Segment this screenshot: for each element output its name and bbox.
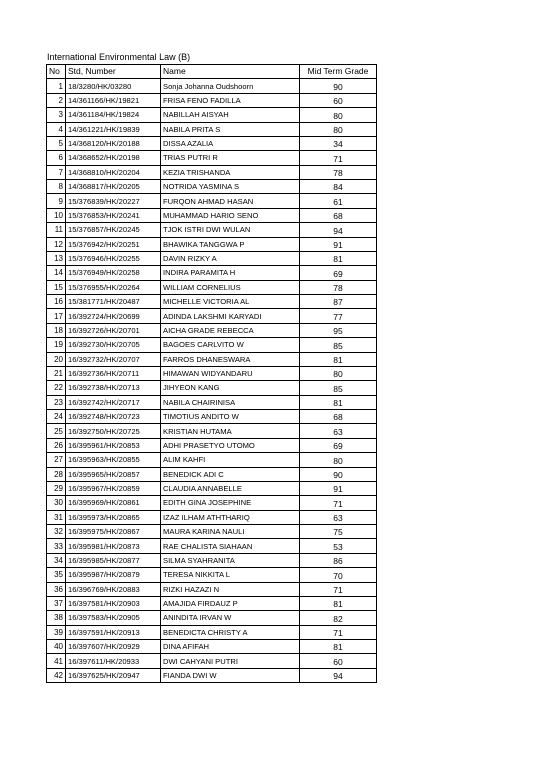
row-number: 4 [47,122,66,136]
table-row [47,266,377,280]
student-name: SILMA SYAHRANITA [161,553,300,567]
header-name: Name [161,65,300,79]
table-row [47,640,377,654]
row-number: 22 [47,381,66,395]
row-number: 11 [47,223,66,237]
row-number: 1 [47,79,66,93]
mid-term-grade: 91 [300,481,377,495]
row-number: 30 [47,496,66,510]
mid-term-grade: 77 [300,309,377,323]
mid-term-grade: 63 [300,424,377,438]
student-name: INDIRA PARAMITA H [161,266,300,280]
student-name: BHAWIKA TANGGWA P [161,237,300,251]
student-name: FIANDA DWI W [161,668,300,682]
student-number: 16/397591/HK/20913 [66,625,161,639]
row-number: 9 [47,194,66,208]
mid-term-grade: 78 [300,165,377,179]
student-number: 15/376946/HK/20255 [66,251,161,265]
student-number: 16/395967/HK/20859 [66,481,161,495]
student-number: 16/396769/HK/20883 [66,582,161,596]
table-row [47,79,377,93]
mid-term-grade: 60 [300,654,377,668]
table-row [47,582,377,596]
row-number: 26 [47,438,66,452]
row-number: 35 [47,568,66,582]
student-name: AICHA GRADE REBECCA [161,323,300,337]
table-row [47,539,377,553]
student-name: TRIAS PUTRI R [161,151,300,165]
student-number: 16/392730/HK/20705 [66,338,161,352]
table-row [47,654,377,668]
table-row [47,237,377,251]
mid-term-grade: 71 [300,582,377,596]
student-number: 16/397581/HK/20903 [66,596,161,610]
table-row [47,625,377,639]
student-number: 15/376857/HK/20245 [66,223,161,237]
table-row [47,151,377,165]
mid-term-grade: 87 [300,295,377,309]
student-number: 16/395973/HK/20865 [66,510,161,524]
student-number: 16/395965/HK/20857 [66,467,161,481]
student-number: 16/395981/HK/20873 [66,539,161,553]
table-row [47,108,377,122]
row-number: 37 [47,596,66,610]
row-number: 27 [47,453,66,467]
student-name: TJOK ISTRI DWI WULAN [161,223,300,237]
student-name: Sonja Johanna Oudshoorn [161,79,300,93]
table-row [47,596,377,610]
mid-term-grade: 91 [300,237,377,251]
row-number: 3 [47,108,66,122]
row-number: 19 [47,338,66,352]
table-row [47,180,377,194]
mid-term-grade: 90 [300,467,377,481]
row-number: 29 [47,481,66,495]
student-number: 16/392748/HK/20723 [66,410,161,424]
student-name: NOTRIDA YASMINA S [161,180,300,194]
table-row [47,668,377,682]
student-name: ADINDA LAKSHMI KARYADI [161,309,300,323]
student-number: 16/392750/HK/20725 [66,424,161,438]
row-number: 28 [47,467,66,481]
table-row [47,553,377,567]
table-row [47,525,377,539]
row-number: 14 [47,266,66,280]
student-name: RIZKI HAZAZI N [161,582,300,596]
row-number: 13 [47,251,66,265]
mid-term-grade: 71 [300,496,377,510]
mid-term-grade: 63 [300,510,377,524]
student-name: MAURA KARINA NAULI [161,525,300,539]
row-number: 5 [47,136,66,150]
row-number: 39 [47,625,66,639]
student-name: BENEDICK ADI C [161,467,300,481]
mid-term-grade: 84 [300,180,377,194]
table-row [47,352,377,366]
row-number: 42 [47,668,66,682]
mid-term-grade: 81 [300,596,377,610]
row-number: 31 [47,510,66,524]
table-row [47,194,377,208]
mid-term-grade: 81 [300,395,377,409]
table-body [47,79,377,683]
row-number: 10 [47,208,66,222]
grade-table [46,64,377,683]
student-name: NABILLAH AISYAH [161,108,300,122]
mid-term-grade: 90 [300,79,377,93]
mid-term-grade: 81 [300,352,377,366]
row-number: 24 [47,410,66,424]
student-number: 15/376955/HK/20264 [66,280,161,294]
student-number: 15/376942/HK/20251 [66,237,161,251]
student-number: 16/392742/HK/20717 [66,395,161,409]
student-number: 16/397607/HK/20929 [66,640,161,654]
student-name: KRISTIAN HUTAMA [161,424,300,438]
mid-term-grade: 78 [300,280,377,294]
row-number: 7 [47,165,66,179]
mid-term-grade: 86 [300,553,377,567]
row-number: 12 [47,237,66,251]
student-number: 15/376853/HK/20241 [66,208,161,222]
row-number: 36 [47,582,66,596]
student-name: NABILA PRITA S [161,122,300,136]
table-row [47,280,377,294]
table-row [47,481,377,495]
row-number: 15 [47,280,66,294]
student-number: 16/395975/HK/20867 [66,525,161,539]
mid-term-grade: 80 [300,453,377,467]
table-row [47,223,377,237]
table-row [47,136,377,150]
table-row [47,251,377,265]
mid-term-grade: 82 [300,611,377,625]
student-name: TIMOTIUS ANDITO W [161,410,300,424]
mid-term-grade: 60 [300,93,377,107]
table-row [47,208,377,222]
grade-sheet [46,51,376,683]
mid-term-grade: 80 [300,366,377,380]
student-number: 16/395963/HK/20855 [66,453,161,467]
student-name: DAVIN RIZKY A [161,251,300,265]
row-number: 25 [47,424,66,438]
student-name: NABILA CHAIRINISA [161,395,300,409]
document-title: International Environmental Law (B) [47,52,191,62]
student-number: 14/361166/HK/19821 [66,93,161,107]
mid-term-grade: 70 [300,568,377,582]
row-number: 16 [47,295,66,309]
student-number: 14/368817/HK/20205 [66,180,161,194]
student-number: 16/392738/HK/20713 [66,381,161,395]
mid-term-grade: 85 [300,338,377,352]
student-name: AMAJIDA FIRDAUZ P [161,596,300,610]
row-number: 32 [47,525,66,539]
row-number: 23 [47,395,66,409]
student-number: 16/395969/HK/20861 [66,496,161,510]
mid-term-grade: 69 [300,266,377,280]
mid-term-grade: 71 [300,151,377,165]
student-number: 16/392724/HK/20699 [66,309,161,323]
student-number: 16/397625/HK/20947 [66,668,161,682]
table-row [47,496,377,510]
table-row [47,611,377,625]
mid-term-grade: 94 [300,223,377,237]
student-name: ALIM KAHFI [161,453,300,467]
student-name: FARROS DHANESWARA [161,352,300,366]
table-row [47,381,377,395]
row-number: 21 [47,366,66,380]
mid-term-grade: 71 [300,625,377,639]
table-row [47,395,377,409]
table-row [47,323,377,337]
student-number: 16/397611/HK/20933 [66,654,161,668]
student-name: FURQON AHMAD HASAN [161,194,300,208]
mid-term-grade: 61 [300,194,377,208]
table-row [47,122,377,136]
student-number: 16/395961/HK/20853 [66,438,161,452]
student-number: 16/392732/HK/20707 [66,352,161,366]
mid-term-grade: 80 [300,122,377,136]
student-number: 15/376949/HK/20258 [66,266,161,280]
table-row [47,467,377,481]
mid-term-grade: 75 [300,525,377,539]
table-row [47,438,377,452]
row-number: 34 [47,553,66,567]
student-number: 14/368810/HK/20204 [66,165,161,179]
student-number: 16/397583/HK/20905 [66,611,161,625]
student-name: KEZIA TRISHANDA [161,165,300,179]
mid-term-grade: 85 [300,381,377,395]
student-name: DWI CAHYANI PUTRI [161,654,300,668]
student-number: 16/395985/HK/20877 [66,553,161,567]
student-number: 14/368120/HK/20188 [66,136,161,150]
student-name: WILLIAM CORNELIUS [161,280,300,294]
table-row [47,338,377,352]
row-number: 8 [47,180,66,194]
mid-term-grade: 69 [300,438,377,452]
student-name: BAGOES CARLVITO W [161,338,300,352]
row-number: 18 [47,323,66,337]
student-name: HIMAWAN WIDYANDARU [161,366,300,380]
table-row [47,366,377,380]
header-std-number: Std, Number [66,65,161,79]
table-row [47,309,377,323]
row-number: 41 [47,654,66,668]
mid-term-grade: 68 [300,208,377,222]
table-row [47,410,377,424]
mid-term-grade: 81 [300,640,377,654]
student-name: IZAZ ILHAM ATHTHARIQ [161,510,300,524]
row-number: 38 [47,611,66,625]
student-name: TERESA NIKKITA L [161,568,300,582]
table-row [47,165,377,179]
mid-term-grade: 53 [300,539,377,553]
header-mid-term-grade: Mid Term Grade [300,65,377,79]
row-number: 40 [47,640,66,654]
table-row [47,424,377,438]
student-name: BENEDICTA CHRISTY A [161,625,300,639]
mid-term-grade: 94 [300,668,377,682]
table-row [47,295,377,309]
student-number: 16/392736/HK/20711 [66,366,161,380]
student-number: 18/3280/HK/03280 [66,79,161,93]
row-number: 33 [47,539,66,553]
student-number: 15/376839/HK/20227 [66,194,161,208]
student-number: 14/361221/HK/19839 [66,122,161,136]
student-name: DISSA AZALIA [161,136,300,150]
table-row [47,510,377,524]
row-number: 17 [47,309,66,323]
student-name: FRISA FENO FADILLA [161,93,300,107]
table-row [47,568,377,582]
mid-term-grade: 80 [300,108,377,122]
mid-term-grade: 68 [300,410,377,424]
row-number: 2 [47,93,66,107]
student-name: MICHELLE VICTORIA AL [161,295,300,309]
row-number: 6 [47,151,66,165]
student-number: 16/395987/HK/20879 [66,568,161,582]
student-number: 15/381771/HK/20487 [66,295,161,309]
table-row [47,93,377,107]
student-name: CLAUDIA ANNABELLE [161,481,300,495]
student-name: ADHI PRASETYO UTOMO [161,438,300,452]
table-header-row [47,65,377,79]
header-no: No [47,65,66,79]
student-name: JIHYEON KANG [161,381,300,395]
mid-term-grade: 95 [300,323,377,337]
student-number: 14/361184/HK/19824 [66,108,161,122]
mid-term-grade: 81 [300,251,377,265]
row-number: 20 [47,352,66,366]
student-name: EDITH GINA JOSEPHINE [161,496,300,510]
student-number: 16/392726/HK/20701 [66,323,161,337]
student-number: 14/368652/HK/20198 [66,151,161,165]
student-name: RAE CHALISTA SIAHAAN [161,539,300,553]
student-name: MUHAMMAD HARIO SENO [161,208,300,222]
mid-term-grade: 34 [300,136,377,150]
student-name: ANINDITA IRVAN W [161,611,300,625]
student-name: DINA AFIFAH [161,640,300,654]
table-row [47,453,377,467]
